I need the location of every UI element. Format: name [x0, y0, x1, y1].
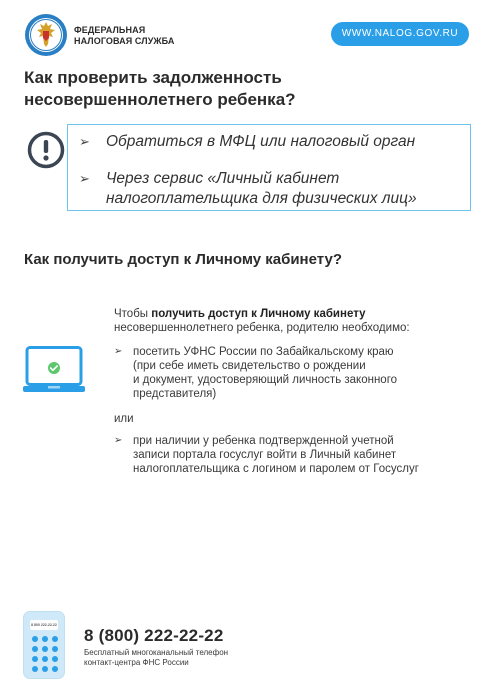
intro-line	[114, 307, 484, 321]
list-line: посетить УФНС России по Забайкальскому краю	[133, 346, 394, 358]
arrow-bullet-icon: ➢	[114, 435, 123, 446]
list-item-text	[133, 345, 483, 401]
list-item	[114, 345, 484, 401]
fns-emblem-icon	[24, 13, 68, 57]
access-intro	[114, 307, 484, 335]
phone-screen: 8 800 222-22-22	[30, 620, 58, 630]
hotline-note-line: контакт-центра ФНС России	[84, 658, 189, 667]
phone-keypad-icon	[23, 611, 65, 679]
laptop-check-icon	[22, 346, 86, 396]
question-heading	[24, 67, 464, 111]
intro-prefix: Чтобы	[114, 308, 152, 320]
exclamation-circle-icon	[27, 131, 65, 169]
list-line: налогоплательщика с логином и паролем от Госуслуг	[133, 463, 419, 475]
list-line: при наличии у ребенка подтвержденной учетной	[133, 435, 394, 447]
options-box	[67, 124, 471, 211]
option-text	[106, 169, 466, 209]
arrow-bullet-icon: ➢	[114, 346, 123, 357]
website-link[interactable]: WWW.NALOG.GOV.RU	[331, 22, 469, 46]
list-line: и документ, удостоверяющий личность законного	[133, 374, 398, 386]
heading-line: несовершеннолетнего ребенка?	[24, 90, 296, 109]
header	[0, 0, 495, 60]
list-item-text	[133, 434, 483, 476]
or-separator: или	[114, 413, 134, 425]
option-line: Обратиться в МФЦ или налоговый орган	[106, 133, 416, 150]
option-item	[68, 132, 472, 152]
arrow-bullet-icon: ➢	[79, 134, 90, 149]
intro-line: несовершеннолетнего ребенка, родителю необходимо:	[114, 322, 410, 334]
option-line: Через сервис «Личный кабинет	[106, 170, 340, 187]
org-name-line: НАЛОГОВАЯ СЛУЖБА	[74, 36, 175, 46]
hotline-number[interactable]: 8 (800) 222-22-22	[84, 626, 224, 645]
heading-line: Как проверить задолженность	[24, 68, 282, 87]
arrow-bullet-icon: ➢	[79, 171, 90, 186]
intro-bold: получить доступ к Личному кабинету	[151, 308, 366, 320]
hotline-note-line: Бесплатный многоканальный телефон	[84, 648, 229, 657]
list-item	[114, 434, 484, 476]
access-heading: Как получить доступ к Личному кабинету?	[24, 251, 342, 268]
option-text	[106, 132, 466, 152]
org-name	[74, 25, 174, 47]
option-item	[68, 169, 472, 209]
option-line: налогоплательщика для физических лиц»	[106, 190, 417, 207]
list-line: представителя)	[133, 388, 217, 400]
list-line: (при себе иметь свидетельство о рождении	[133, 360, 366, 372]
list-line: записи портала госуслуг войти в Личный кабинет	[133, 449, 397, 461]
phone-keys	[32, 636, 58, 672]
hotline-note	[84, 648, 228, 668]
org-name-line: ФЕДЕРАЛЬНАЯ	[74, 25, 146, 35]
